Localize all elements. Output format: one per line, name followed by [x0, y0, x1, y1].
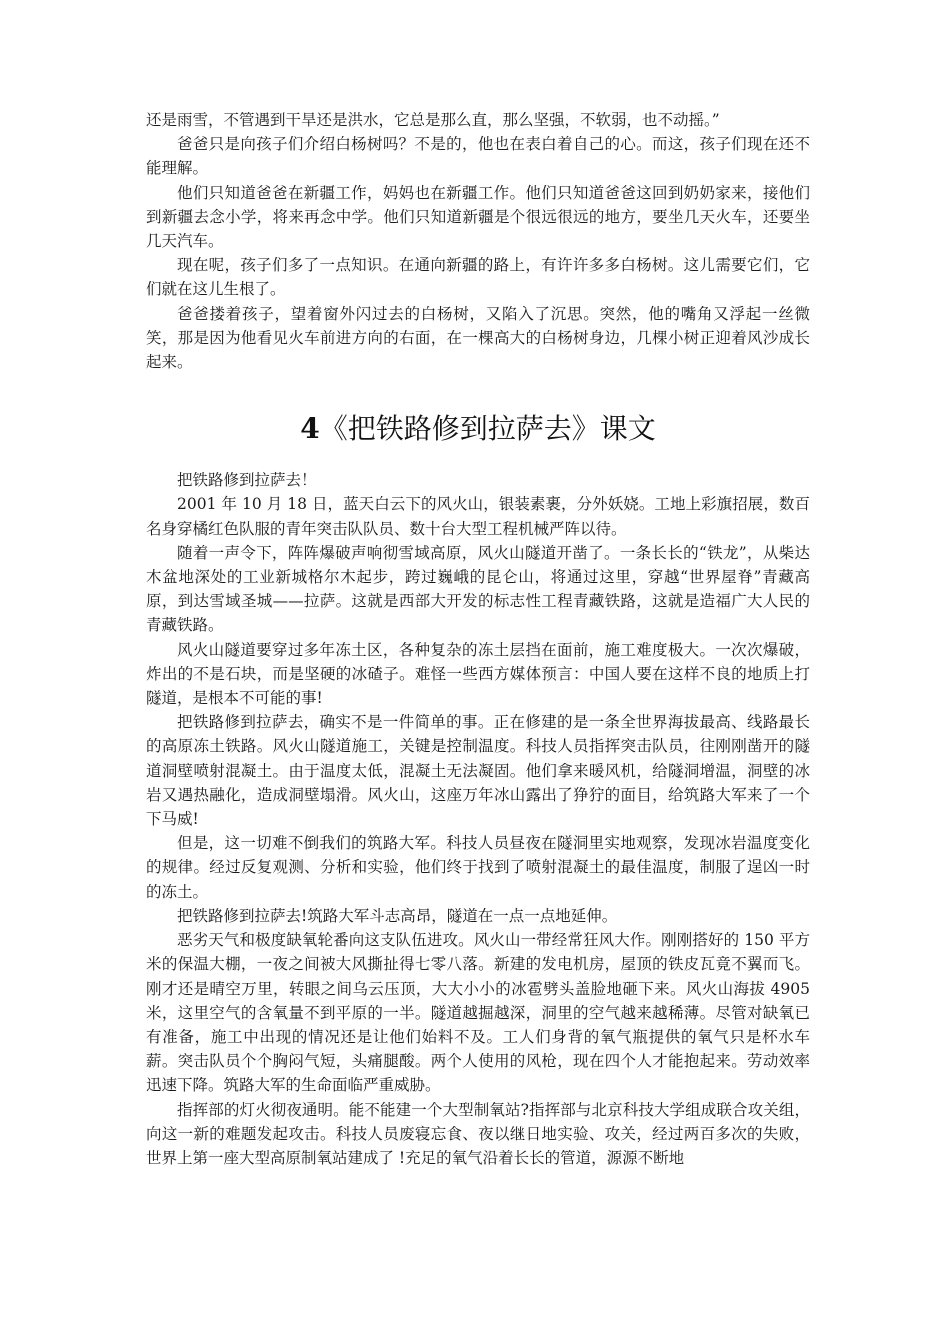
article-title-text: 《把铁路修到拉萨去》课文	[319, 412, 656, 446]
paragraph: 把铁路修到拉萨去，确实不是一件简单的事。正在修建的是一条全世界海拔最高、线路最长的高原冻土铁路。风火山隧道施工，关键是控制温度。科技人员指挥突击队员，往刚刚凿开的隧道洞壁喷射混凝土。由于温度太低，混凝土无法凝固。他们拿来暖风机，给隧洞增温，洞壁的冰岩又遇热融化，造成洞壁塌滑。风火山，这座万年冰山露出了狰狞的面目，给筑路大军来了一个下马威!	[146, 713, 810, 829]
paragraph: 但是，这一切难不倒我们的筑路大军。科技人员昼夜在隧洞里实地观察，发现冰岩温度变化的规律。经过反复观测、分析和实验，他们终于找到了喷射混凝土的最佳温度，制服了逞凶一时的冻土。	[146, 834, 810, 901]
paragraph: 现在呢，孩子们多了一点知识。在通向新疆的路上，有许许多多白杨树。这儿需要它们，它们就在这儿生根了。	[146, 256, 810, 299]
paragraph: 随着一声令下，阵阵爆破声响彻雪域高原，风火山隧道开凿了。一条长长的“铁龙”，从柴达木盆地深处的工业新城格尔木起步，跨过巍峨的昆仑山，将通过这里，穿越“世界屋脊”青藏高原，到达雪域圣城——拉萨。这就是西部大开发的标志性工程青藏铁路，这就是造福广大人民的青藏铁路。	[146, 543, 810, 635]
paragraph: 他们只知道爸爸在新疆工作，妈妈也在新疆工作。他们只知道爸爸这回到奶奶家来，接他们到新疆去念小学，将来再念中学。他们只知道新疆是个很远很远的地方，要坐几天火车，还要坐几天汽车。	[146, 183, 810, 251]
paragraph: 爸爸搂着孩子，望着窗外闪过去的白杨树，又陷入了沉思。突然，他的嘴角又浮起一丝微笑，那是因为他看见火车前进方向的右面，在一棵高大的白杨树身边，几棵小树正迎着风沙成长起来。	[146, 304, 810, 372]
previous-section-text	[146, 108, 810, 374]
paragraph: 爸爸只是向孩子们介绍白杨树吗？不是的，他也在表白着自己的心。而这，孩子们现在还不能理解。	[146, 135, 810, 178]
paragraph: 把铁路修到拉萨去！	[177, 471, 317, 490]
article-title-number: 4	[300, 412, 320, 446]
paragraph: 还是雨雪，不管遇到干旱还是洪水，它总是那么直，那么坚强，不软弱，也不动摇。”	[146, 111, 720, 129]
paragraph: 指挥部的灯火彻夜通明。能不能建一个大型制氧站?指挥部与北京科技大学组成联合攻关组，向这一新的难题发起攻击。科技人员废寝忘食、夜以继日地实验、攻关，经过两百多次的失败，世界上第一座大型高原制氧站建成了 !充足的氧气沿着长长的管道，源源不断地	[146, 1100, 810, 1167]
paragraph: 2001 年 10 月 18 日，蓝天白云下的风火山，银装素裹，分外妖娆。工地上彩旗招展，数百名身穿橘红色队服的青年突击队队员、数十台大型工程机械严阵以待。	[146, 495, 810, 538]
document-page	[146, 108, 810, 1170]
paragraph: 风火山隧道要穿过多年冻土区，各种复杂的冻土层挡在面前，施工难度极大。一次次爆破，炸出的不是石块，而是坚硬的冰碴子。难怪一些西方媒体预言：中国人要在这样不良的地质上打隧道，是根本不可能的事!	[146, 640, 810, 708]
article-body	[146, 468, 810, 1170]
paragraph: 把铁路修到拉萨去!筑路大军斗志高昂，隧道在一点一点地延伸。	[177, 906, 618, 925]
article-title	[146, 411, 810, 447]
paragraph: 恶劣天气和极度缺氧轮番向这支队伍进攻。风火山一带经常狂风大作。刚刚搭好的 150 平方米的保温大棚，一夜之间被大风撕扯得七零八落。新建的发电机房，屋顶的铁皮瓦竟不翼而飞。刚才还是晴空万里，转眼之间乌云压顶，大大小小的冰雹劈头盖脸地砸下来。风火山海拔 4905 米，这里空气的含氧量不到平原的一半。隧道越掘越深，洞里的空气越来越稀薄。尽管对缺氧已有准备，施工中出现的情况还是让他们始料不及。工人们身背的氧气瓶提供的氧气只是杯水车薪。突击队员个个胸闷气短，头痛腿酸。两个人使用的风枪，现在四个人才能抱起来。劳动效率迅速下降。筑路大军的生命面临严重威胁。	[146, 931, 810, 1095]
